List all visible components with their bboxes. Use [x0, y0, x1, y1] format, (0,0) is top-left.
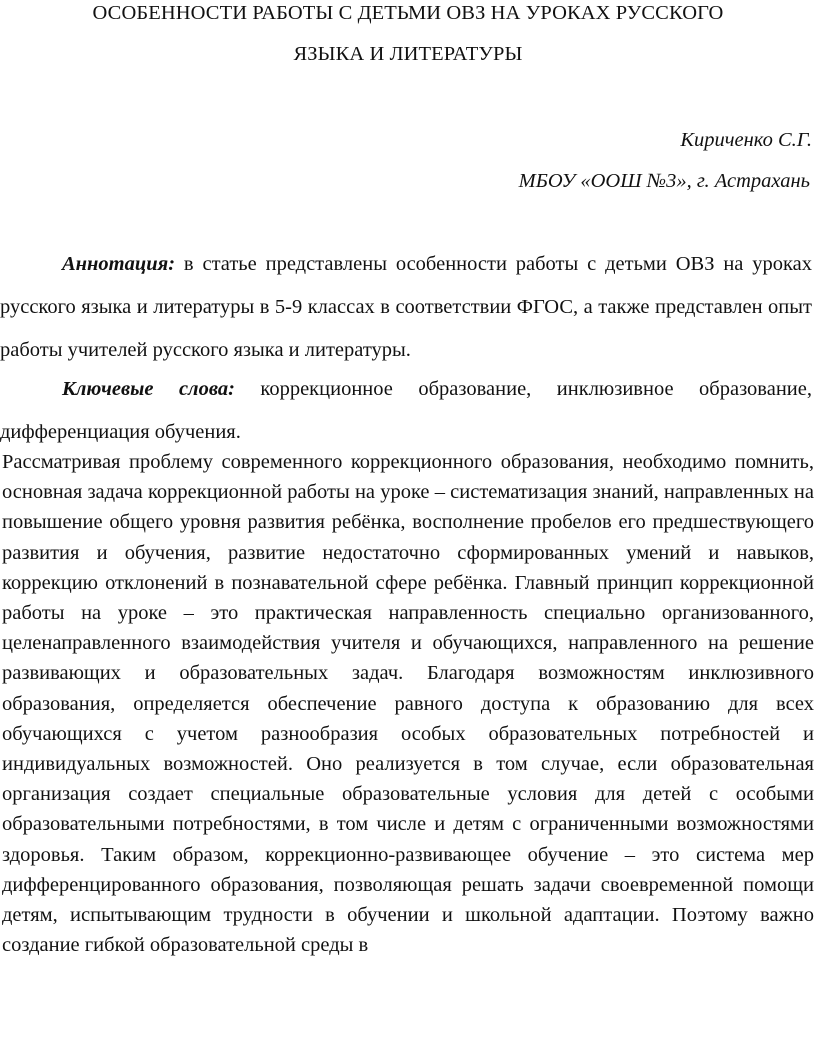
author-organization: МБОУ «ООШ №3», г. Астрахань: [518, 170, 810, 192]
keywords-label: Ключевые слова:: [62, 378, 235, 400]
abstract-label: Аннотация:: [62, 253, 176, 275]
author-name: Кириченко С.Г.: [680, 129, 812, 151]
keywords-paragraph: [0, 368, 812, 454]
document-title-line-1: ОСОБЕННОСТИ РАБОТЫ С ДЕТЬМИ ОВЗ НА УРОКАХ РУССКОГО: [92, 2, 724, 24]
abstract-paragraph: [0, 243, 812, 372]
body-paragraph: Рассматривая проблему современного коррекционного образования, необходимо помнить, основная задача коррекционной работы на уроке – систематизация знаний, направленных на повышение общего уровня развития ребёнка, восполнение пробелов его предшествующего развития и обучения, развитие недостаточно сформированных умений и навыков, коррекцию отклонений в познавательной сфере ребёнка. Главный принцип коррекционной работы на уроке – это практическая направленность специально организованного, целенаправленного взаимодействия учителя и обучающихся, направленного на решение развивающих и образовательных задач. Благодаря возможностям инклюзивного образования, определяется обеспечение равного доступа к образованию для всех обучающихся с учетом разнообразия особых образовательных потребностей и индивидуальных возможностей. Оно реализуется в том случае, если образовательная организация создает специальные образовательные условия для детей с особыми образовательными потребностями, в том числе и детям с ограниченными возможностями здоровья. Таким образом, коррекционно-развивающее обучение – это система мер дифференцированного образования, позволяющая решать задачи своевременной помощи детям, испытывающим трудности в обучении и школьной адаптации. Поэтому важно создание гибкой образовательной среды в: [2, 451, 814, 957]
document-title-line-2: ЯЗЫКА И ЛИТЕРАТУРЫ: [293, 43, 523, 65]
abstract-text: в статье представлены особенности работы с детьми ОВЗ на уроках русского языка и литературы в 5-9 классах в соответствии ФГОС, а также представлен опыт работы учителей русского языка и литературы.: [0, 253, 812, 361]
keywords-text: коррекционное образование, инклюзивное образование, дифференциация обучения.: [0, 378, 812, 443]
